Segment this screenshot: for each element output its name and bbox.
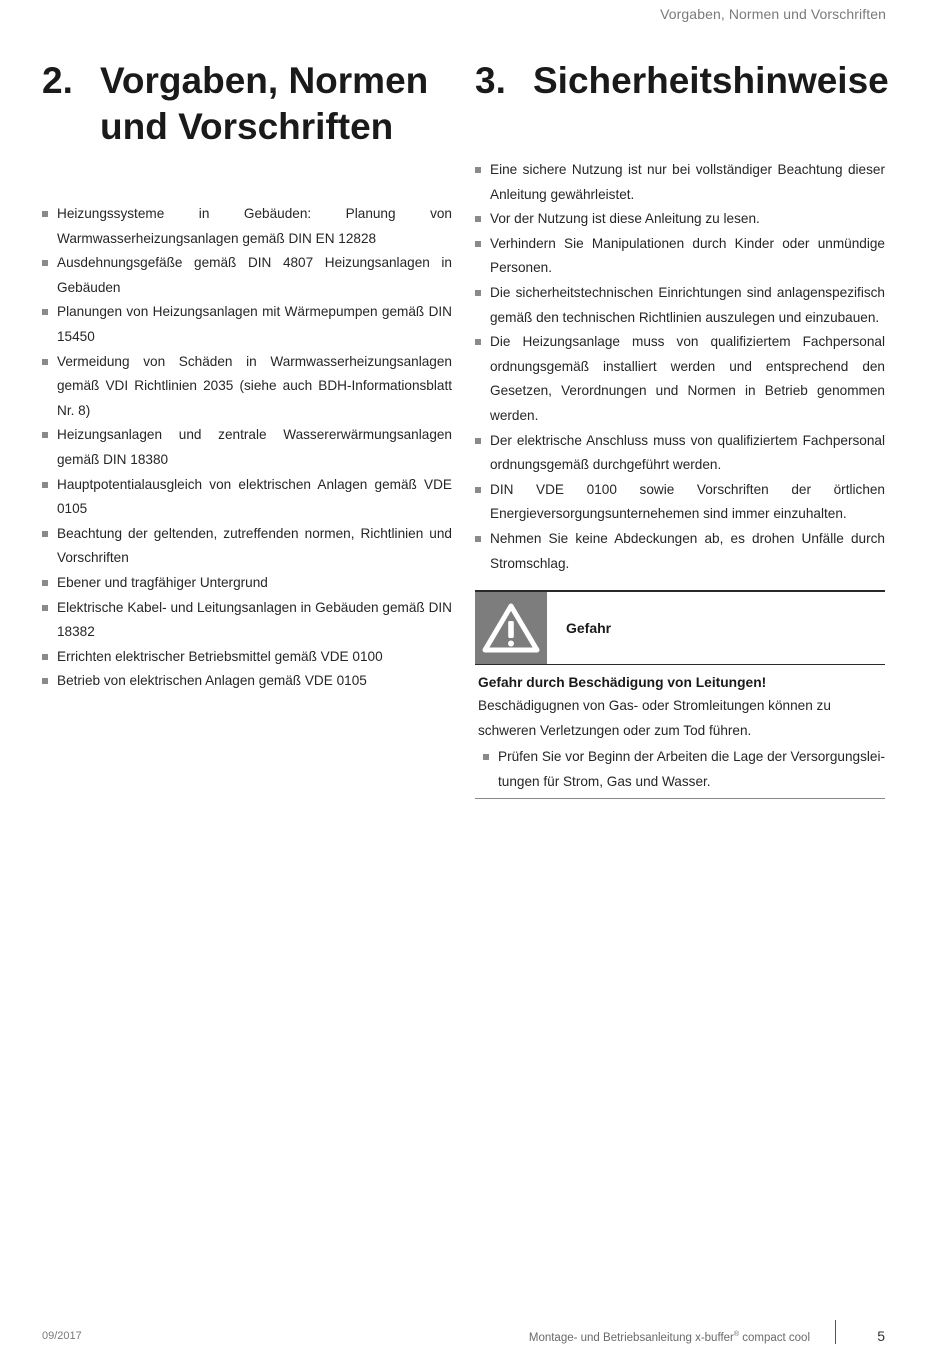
- bullet-square-icon: [475, 241, 481, 247]
- bullet-square-icon: [42, 482, 48, 488]
- list-item: [483, 745, 885, 794]
- list-item-text: Hauptpotentialausgleich von elektrischen Anlagen gemäß VDE 0105: [57, 476, 452, 517]
- section-number: 3.: [475, 60, 506, 101]
- bullet-square-icon: [475, 216, 481, 222]
- list-item-text: Elektrische Kabel- und Leitungsanlagen in Gebäuden gemäß DIN 18382: [57, 599, 452, 640]
- list-item: [42, 202, 452, 251]
- list-item: [475, 330, 885, 428]
- list-item: [42, 645, 452, 670]
- bullet-square-icon: [475, 290, 481, 296]
- list-item: [42, 473, 452, 522]
- section-heading-safety: [475, 58, 889, 104]
- footer-title-prefix: Montage- und Betriebsanleitung x-buffer: [528, 1331, 734, 1344]
- list-item-text: Die Heizungsanlage muss von qualifiziertem Fachpersonal ordnungsgemäß installiert werden und entsprechend den Gesetzen, Verordnungen und Normen in Betrieb genommen werden.: [490, 334, 885, 423]
- footer-divider: [835, 1320, 836, 1344]
- list-item: [42, 251, 452, 300]
- list-item-text: Betrieb von elektrischen Anlagen gemäß VDE 0105: [57, 673, 367, 689]
- page-number: 5: [877, 1328, 885, 1344]
- bullet-square-icon: [42, 678, 48, 684]
- danger-description: Beschädigugnen von Gas- oder Stromleitungen können zu schweren Verletzungen oder zum Tod führen.: [478, 698, 831, 738]
- bullet-square-icon: [42, 359, 48, 365]
- section-heading-standards: [42, 58, 452, 150]
- bullet-square-icon: [42, 654, 48, 660]
- section-safety: [475, 58, 889, 799]
- bullet-square-icon: [42, 260, 48, 266]
- list-item-text: Vor der Nutzung ist diese Anleitung zu lesen.: [490, 211, 760, 227]
- bullet-square-icon: [475, 339, 481, 345]
- bullet-square-icon: [42, 211, 48, 217]
- bullet-square-icon: [475, 487, 481, 493]
- danger-action-list: [478, 745, 885, 794]
- danger-content: [475, 665, 885, 799]
- danger-heading: Gefahr durch Beschädigung von Leitungen!: [478, 675, 767, 691]
- list-item-text: Vermeidung von Schäden in Warmwasserheizungsanlagen gemäß VDI Richtlinien 2035 (siehe auch BDH-Informationsblatt Nr. 8): [57, 353, 452, 418]
- bullet-square-icon: [475, 536, 481, 542]
- list-item-text: DIN VDE 0100 sowie Vorschriften der örtlichen Energieversorgungsunternehemen sind immer einzuhalten.: [490, 481, 885, 522]
- list-item-text: Die sicherheitstechnischen Einrichtungen sind anlagenspezifisch gemäß den technischen Richtlinien auszulegen und einzubauen.: [490, 284, 885, 325]
- list-item-text: Eine sichere Nutzung ist nur bei vollständiger Beachtung dieser Anleitung gewährleistet.: [490, 162, 885, 202]
- list-item: [42, 596, 452, 645]
- bullet-square-icon: [42, 580, 48, 586]
- danger-banner: [475, 590, 885, 665]
- list-item: [42, 300, 452, 349]
- bullet-square-icon: [483, 754, 489, 760]
- bullet-square-icon: [475, 438, 481, 444]
- bullet-square-icon: [475, 167, 481, 173]
- list-item-text: Ausdehnungsgefäße gemäß DIN 4807 Heizungsanlagen in Gebäuden: [57, 255, 452, 295]
- list-item-text: Der elektrische Anschluss muss von qualifiziertem Fachpersonal ordnungsgemäß durchgeführt werden.: [490, 432, 885, 473]
- bullet-square-icon: [42, 605, 48, 611]
- list-item: [475, 158, 885, 207]
- bullet-square-icon: [42, 309, 48, 315]
- standards-list: [42, 202, 452, 694]
- list-item: [475, 478, 885, 527]
- list-item: [42, 571, 452, 596]
- danger-label: Gefahr: [566, 620, 612, 637]
- footer-date: 09/2017: [42, 1330, 82, 1342]
- bullet-square-icon: [42, 432, 48, 438]
- registered-mark: ®: [733, 1331, 740, 1338]
- list-item-text: Planungen von Heizungsanlagen mit Wärmepumpen gemäß DIN 15450: [57, 304, 452, 344]
- running-header: Vorgaben, Normen und Vorschriften: [660, 6, 886, 22]
- list-item-text: Ebener und tragfähiger Untergrund: [57, 574, 268, 590]
- footer-title-suffix: compact cool: [739, 1331, 810, 1344]
- section-title: Vorgaben, Normen und Vorschriften: [100, 60, 429, 147]
- list-item-text: Verhindern Sie Manipulationen durch Kinder oder unmündige Personen.: [490, 235, 885, 276]
- list-item: [42, 669, 452, 694]
- list-item: [475, 232, 885, 281]
- list-item-text: Heizungssysteme in Gebäuden: Planung von Warmwasserheizungsanlagen gemäß DIN EN 12828: [57, 206, 452, 246]
- list-item: [475, 281, 885, 330]
- warning-triangle-icon: [475, 592, 547, 664]
- list-item-text: Errichten elektrischer Betriebsmittel gemäß VDE 0100: [57, 648, 383, 664]
- list-item: [475, 207, 885, 232]
- list-item: [475, 527, 885, 576]
- bullet-square-icon: [42, 531, 48, 537]
- section-number: 2.: [42, 60, 73, 101]
- list-item: [475, 429, 885, 478]
- section-title: Sicherheitshinweise: [533, 60, 889, 101]
- list-item-text: Beachtung der geltenden, zutreffenden normen, Richtlinien und Vorschriften: [57, 525, 452, 566]
- list-item-text: Nehmen Sie keine Abdeckungen ab, es drohen Unfälle durch Stromschlag.: [490, 530, 885, 571]
- list-item: [42, 423, 452, 472]
- list-item: [42, 522, 452, 571]
- footer-document-title: [529, 1331, 810, 1344]
- section-standards: [42, 58, 452, 694]
- safety-list: [475, 158, 885, 576]
- list-item: [42, 350, 452, 424]
- list-item-text: Prüfen Sie vor Beginn der Arbeiten die Lage der Versorgungsleitungen für Strom, Gas und Wasser.: [498, 749, 885, 789]
- list-item-text: Heizungsanlagen und zentrale Wassererwärmungsanlagen gemäß DIN 18380: [57, 427, 452, 467]
